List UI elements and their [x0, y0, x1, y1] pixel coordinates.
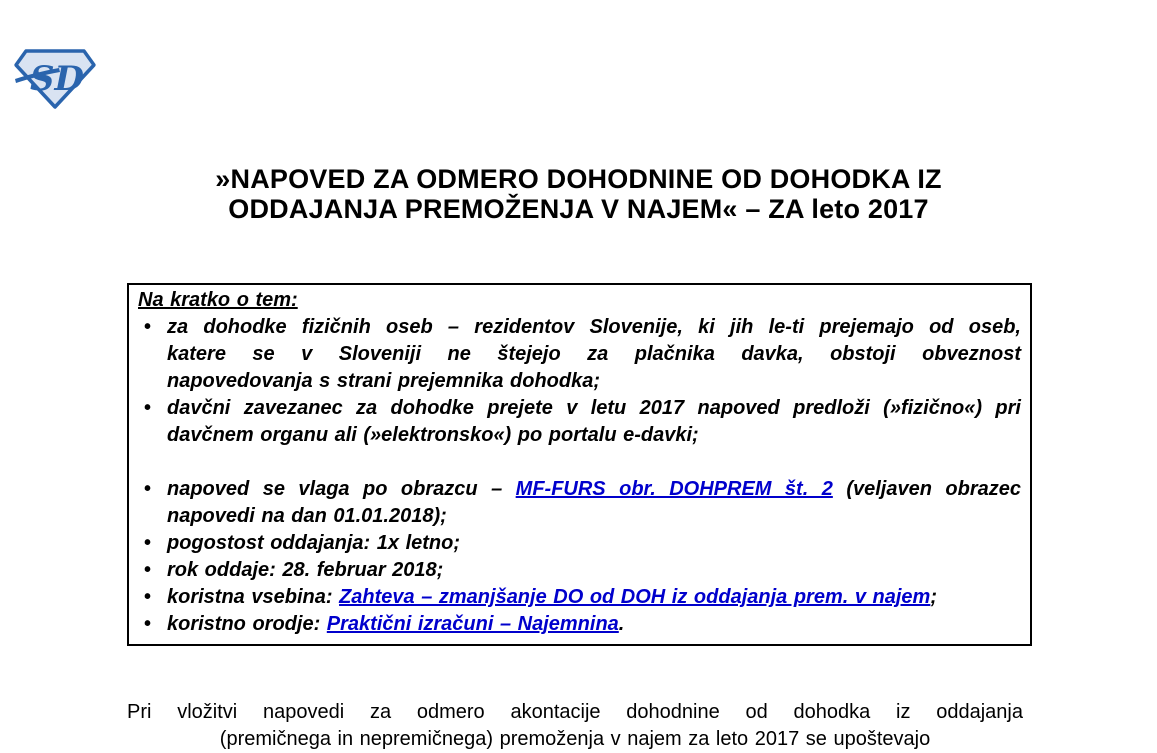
- summary-box-heading: [138, 287, 1021, 314]
- bullet-form: [138, 476, 1021, 503]
- body-paragraph-line2: (premičnega in nepremičnega) premoženja v najem za leto 2017 se upoštevajo: [219, 728, 931, 750]
- bullet-useful-content-post: ;: [930, 586, 938, 608]
- bullet-residents-line2: katere se v Sloveniji ne štejejo za plačnika davka, obstoji obveznost: [167, 343, 1021, 365]
- document-title: [0, 164, 1157, 224]
- link-zahteva-zmanjsanje[interactable]: Zahteva – zmanjšanje DO od DOH iz oddajanja prem. v najem: [339, 586, 931, 608]
- bullet-form-post: (veljaven obrazec: [832, 478, 1021, 500]
- bullet-residents-line1: • za dohodke fizičnih oseb – rezidentov Slovenije, ki jih le-ti prejemajo od oseb,: [138, 314, 1021, 341]
- bullet-useful-content-pre: koristna vsebina:: [167, 586, 340, 608]
- body-paragraph: [127, 699, 1023, 753]
- bullet-form-line2: napovedi na dan 01.01.2018);: [167, 505, 447, 527]
- bullet-deadline: • rok oddaje: 28. februar 2018;: [138, 557, 1021, 584]
- link-prakticni-izracuni[interactable]: Praktični izračuni – Najemnina: [326, 613, 619, 635]
- bullet-useful-tool-pre: koristno orodje:: [167, 613, 327, 635]
- bullet-filing-line2: davčnem organu ali (»elektronsko«) po portalu e-davki;: [167, 424, 699, 446]
- document-title-line2: ODDAJANJA PREMOŽENJA V NAJEM« – ZA leto 2017: [228, 194, 929, 224]
- sd-logo: [13, 47, 97, 111]
- sd-logo-monogram: SD: [30, 59, 85, 99]
- bullet-frequency: • pogostost oddajanja: 1x letno;: [138, 530, 1021, 557]
- bullet-useful-content: [138, 584, 1021, 611]
- bullet-residents-line3: napovedovanja s strani prejemnika dohodka;: [167, 370, 601, 392]
- summary-box-heading-text: Na kratko o tem:: [138, 289, 298, 311]
- blank-line: [138, 449, 1021, 476]
- bullet-useful-tool-post: .: [618, 613, 625, 635]
- document-title-line1: »NAPOVED ZA ODMERO DOHODNINE OD DOHODKA IZ: [215, 164, 942, 194]
- link-dohprem-form[interactable]: MF-FURS obr. DOHPREM št. 2: [515, 478, 833, 500]
- summary-box: [127, 283, 1032, 646]
- bullet-useful-tool: [138, 611, 1021, 638]
- body-paragraph-line1: Pri vložitvi napovedi za odmero akontacije dohodnine od dohodka iz oddajanja: [127, 701, 1023, 723]
- bullet-form-pre: napoved se vlaga po obrazcu –: [167, 478, 516, 500]
- bullet-filing-line1: • davčni zavezanec za dohodke prejete v letu 2017 napoved predloži (»fizično«) pri: [138, 395, 1021, 422]
